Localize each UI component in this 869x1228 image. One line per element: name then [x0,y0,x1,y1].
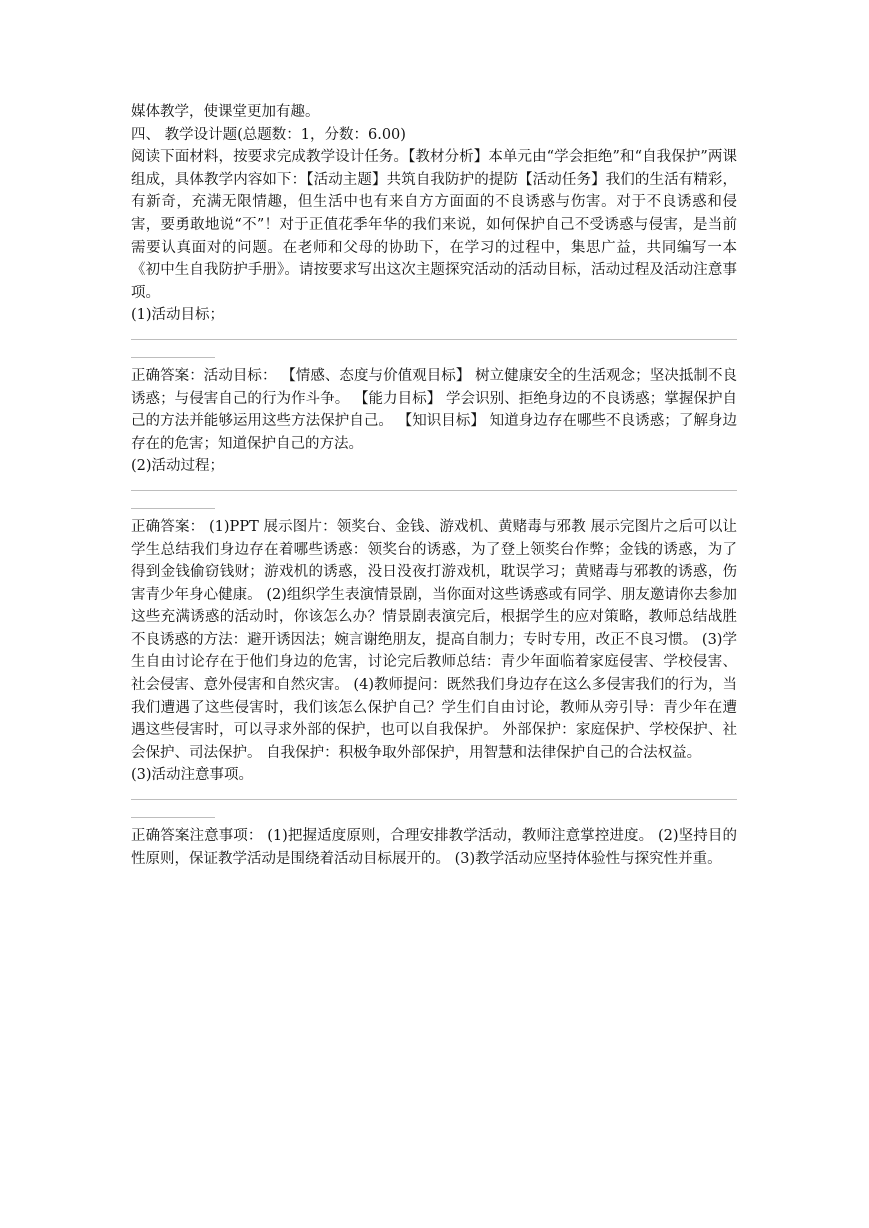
question-2-label: (2)活动过程； [131,458,225,475]
question-3-answer: 正确答案注意事项： (1)把握适度原则，合理安排教学活动，教师注意掌控进度。 (2)坚持目的性原则，保证教学活动是围绕着活动目标展开的。 (3)教学活动应坚持体验性与探究性并重。 [131,828,737,867]
question-3-label: (3)活动注意事项。 [131,767,254,784]
answer-separator [131,327,737,363]
separator-short-line [131,508,215,509]
material-paragraph: 阅读下面材料，按要求完成教学设计任务。【教材分析】本单元由“学会拒绝”和“自我保护”两课组成，具体教学内容如下：【活动主题】共筑自我防护的提防【活动任务】我们的生活有精彩，有新奇，充满无限情趣，但生活中也有来自方方面面的不良诱惑与伤害。对于不良诱惑和侵害，要勇敢地说“不”！对于正值花季年华的我们来说，如何保护自己不受诱惑与侵害，是当前需要认真面对的问题。在老师和父母的协助下，在学习的过程中，集思广益，共同编写一本《初中生自我防护手册》。请按要求写出这次主题探究活动的活动目标，活动过程及活动注意事项。 [131,149,737,301]
separator-line [131,799,737,800]
answer-separator [131,478,737,514]
document-body [131,101,737,870]
question-1-label: (1)活动目标； [131,307,225,324]
section-heading: 四、 教学设计题(总题数：1，分数：6.00) [131,126,406,143]
question-1-answer: 正确答案：活动目标： 【情感、态度与价值观目标】 树立健康安全的生活观念；坚决抵制不良诱惑；与侵害自己的行为作斗争。 【能力目标】 学会识别、拒绝身边的不良诱惑；掌握保护自己的方法并能够运用这些方法保护自己。 【知识目标】 知道身边存在哪些不良诱惑；了解身边存在的危害；知道保护自己的方法。 [131,367,737,452]
answer-separator [131,787,737,823]
separator-line [131,490,737,491]
separator-line [131,339,737,340]
question-2-answer: 正确答案： (1)PPT 展示图片：领奖台、金钱、游戏机、黄赌毒与邪教 展示完图片之后可以让学生总结我们身边存在着哪些诱惑：领奖台的诱惑，为了登上领奖台作弊；金钱的诱惑，为了得到金钱偷窃钱财；游戏机的诱惑，没日没夜打游戏机，耽误学习；黄赌毒与邪教的诱惑，伤害青少年身心健康。 (2)组织学生表演情景剧，当你面对这些诱惑或有同学、朋友邀请你去参加这些充满诱惑的活动时，你该怎么办？情景剧表演完后，根据学生的应对策略，教师总结战胜不良诱惑的方法：避开诱因法；婉言谢绝朋友，提高自制力；专时专用，改正不良习惯。 (3)学生自由讨论存在于他们身边的危害，讨论完后教师总结：青少年面临着家庭侵害、学校侵害、社会侵害、意外侵害和自然灾害。 (4)教师提问：既然我们身边存在这么多侵害我们的行为，当我们遭遇了这些侵害时，我们该怎么保护自己？学生们自由讨论，教师从旁引导：青少年在遭遇这些侵害时，可以寻求外部的保护，也可以自我保护。 外部保护：家庭保护、学校保护、社会保护、司法保护。 自我保护：积极争取外部保护，用智慧和法律保护自己的合法权益。 [131,518,737,761]
separator-short-line [131,817,215,818]
separator-short-line [131,357,215,358]
intro-tail: 媒体教学，使课堂更加有趣。 [131,104,320,120]
